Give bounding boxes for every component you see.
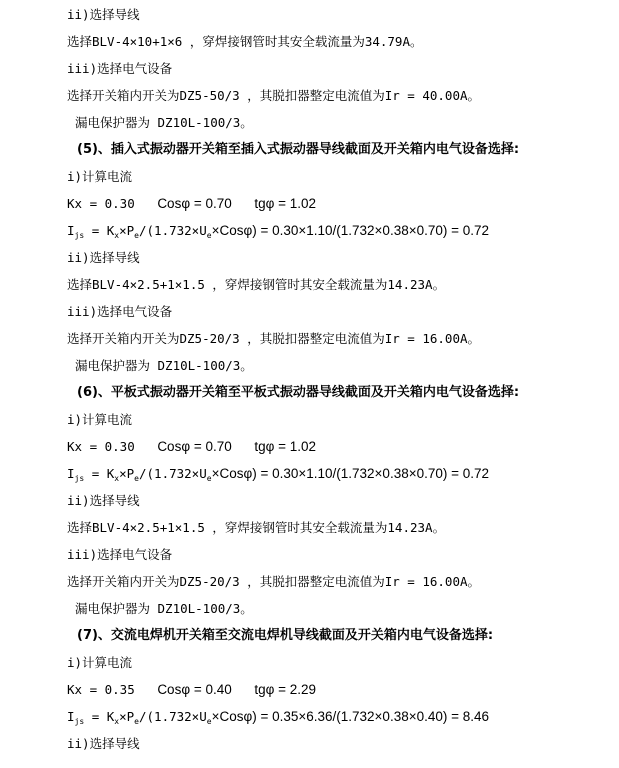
coefficient-line <box>67 682 316 698</box>
kx-value: Kx = 0.35 <box>67 682 135 697</box>
wire-selection-text: 选择BLV-4×2.5+1×1.5 ，穿焊接钢管时其安全载流量为14.23A。 <box>67 520 446 535</box>
wire-selection-text: 选择BLV-4×2.5+1×1.5 ，穿焊接钢管时其安全载流量为14.23A。 <box>67 277 446 292</box>
section-heading-6: (6)、平板式振动器开关箱至平板式振动器导线截面及开关箱内电气设备选择: <box>77 385 520 400</box>
formula-result: = 0.30×1.10/(1.732×0.38×0.70) = 0.72 <box>256 223 490 238</box>
section-calc-current: i)计算电流 <box>67 655 133 670</box>
formula-result: = 0.35×6.36/(1.732×0.38×0.40) = 8.46 <box>256 709 490 724</box>
section-select-wire: ii)选择导线 <box>67 736 140 751</box>
cos-value: Cosφ = 0.40 <box>157 682 232 697</box>
kx-value: Kx = 0.30 <box>67 439 135 454</box>
formula-result: = 0.30×1.10/(1.732×0.38×0.70) = 0.72 <box>256 466 490 481</box>
tg-value: tgφ = 1.02 <box>254 196 316 211</box>
current-formula: $I_{js} = K_x\times P_e/(1.732\times U_e\times Cos\varphi) = 0.30\times 1.10/(1.732\times 0.38\times 0.70) = 0.72$ <box>67 223 490 240</box>
section-calc-current: i)计算电流 <box>67 169 133 184</box>
leakage-protector-text: 漏电保护器为 DZ10L-100/3。 <box>75 115 253 130</box>
current-formula: $I_{js} = K_x\times P_e/(1.732\times U_e\times Cos\varphi) = 0.35\times 6.36/(1.732\times 0.38\times 0.40) = 8.46$ <box>67 709 490 726</box>
kx-value: Kx = 0.30 <box>67 196 135 211</box>
section-heading-5: (5)、插入式振动器开关箱至插入式振动器导线截面及开关箱内电气设备选择: <box>77 142 520 157</box>
tg-value: tgφ = 2.29 <box>254 682 316 697</box>
section-select-wire: ii)选择导线 <box>67 7 140 22</box>
section-select-equipment: iii)选择电气设备 <box>67 304 173 319</box>
section-select-wire: ii)选择导线 <box>67 493 140 508</box>
switch-selection-text: 选择开关箱内开关为DZ5-50/3 ，其脱扣器整定电流值为Ir = 40.00A。 <box>67 88 481 103</box>
leakage-protector-text: 漏电保护器为 DZ10L-100/3。 <box>75 358 253 373</box>
switch-selection-text: 选择开关箱内开关为DZ5-20/3 ，其脱扣器整定电流值为Ir = 16.00A。 <box>67 574 481 589</box>
leakage-protector-text: 漏电保护器为 DZ10L-100/3。 <box>75 601 253 616</box>
section-select-equipment: iii)选择电气设备 <box>67 547 173 562</box>
coefficient-line <box>67 439 316 455</box>
section-select-equipment: iii)选择电气设备 <box>67 61 173 76</box>
coefficient-line <box>67 196 316 212</box>
cos-value: Cosφ = 0.70 <box>157 439 232 454</box>
current-formula: $I_{js} = K_x\times P_e/(1.732\times U_e\times Cos\varphi) = 0.30\times 1.10/(1.732\times 0.38\times 0.70) = 0.72$ <box>67 466 490 483</box>
wire-selection-text: 选择BLV-4×10+1×6 ，穿焊接钢管时其安全载流量为34.79A。 <box>67 34 423 49</box>
switch-selection-text: 选择开关箱内开关为DZ5-20/3 ，其脱扣器整定电流值为Ir = 16.00A。 <box>67 331 481 346</box>
cos-value: Cosφ = 0.70 <box>157 196 232 211</box>
tg-value: tgφ = 1.02 <box>254 439 316 454</box>
section-calc-current: i)计算电流 <box>67 412 133 427</box>
section-select-wire: ii)选择导线 <box>67 250 140 265</box>
section-heading-7: (7)、交流电焊机开关箱至交流电焊机导线截面及开关箱内电气设备选择: <box>77 628 494 643</box>
